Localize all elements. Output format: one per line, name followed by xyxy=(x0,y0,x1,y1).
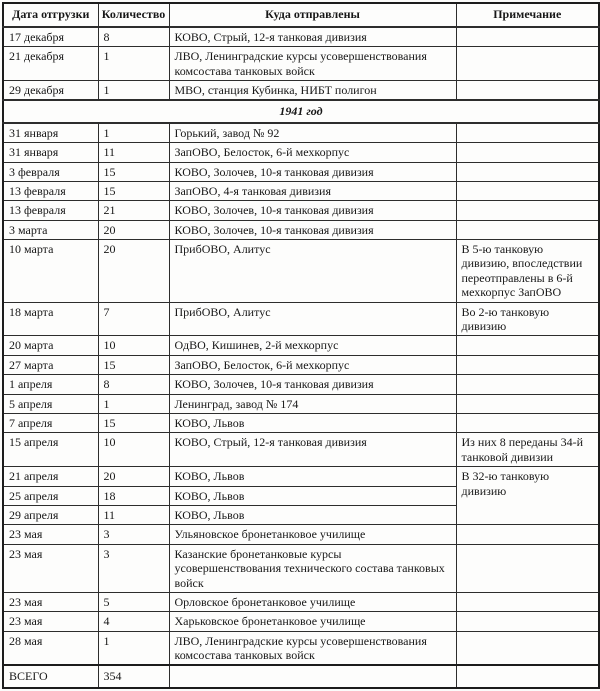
qty-cell: 11 xyxy=(98,505,169,524)
section-band-1941 xyxy=(3,100,599,122)
table-row xyxy=(3,240,599,303)
tank-shipments-table xyxy=(2,2,600,689)
note-cell xyxy=(456,592,599,611)
header-cell-note: Примечание xyxy=(456,3,599,27)
dest-cell: Харьковское бронетанковое училище xyxy=(169,612,456,631)
qty-cell: 15 xyxy=(98,162,169,181)
note-cell xyxy=(456,181,599,200)
qty-cell: 20 xyxy=(98,240,169,303)
qty-cell: 1 xyxy=(98,394,169,413)
total-row xyxy=(3,665,599,687)
table-row xyxy=(3,592,599,611)
dest-cell: КОВО, Стрый, 12-я танковая дивизия xyxy=(169,27,456,47)
date-cell: 23 мая xyxy=(3,525,98,544)
table-row xyxy=(3,355,599,374)
note-cell xyxy=(456,631,599,665)
date-cell: 21 апреля xyxy=(3,467,98,486)
total-dest-cell xyxy=(169,665,456,687)
table-row xyxy=(3,201,599,220)
total-note-cell xyxy=(456,665,599,687)
date-cell: 18 марта xyxy=(3,302,98,336)
date-cell: 29 декабря xyxy=(3,80,98,100)
dest-cell: МВО, станция Кубинка, НИБТ полигон xyxy=(169,80,456,100)
rows-1940 xyxy=(3,27,599,101)
qty-cell: 10 xyxy=(98,336,169,355)
note-cell xyxy=(456,375,599,394)
dest-cell: КОВО, Львов xyxy=(169,505,456,524)
table-header-row xyxy=(3,3,599,27)
qty-cell: 15 xyxy=(98,414,169,433)
section-row-1941 xyxy=(3,100,599,122)
dest-cell: Ленинград, завод № 174 xyxy=(169,394,456,413)
table-row xyxy=(3,612,599,631)
table-row xyxy=(3,375,599,394)
date-cell: 31 января xyxy=(3,123,98,143)
note-cell xyxy=(456,27,599,47)
qty-cell: 15 xyxy=(98,355,169,374)
dest-cell: ПрибОВО, Алитус xyxy=(169,302,456,336)
qty-cell: 10 xyxy=(98,433,169,467)
note-cell: В 32-ю танковую дивизию xyxy=(456,467,599,525)
qty-cell: 1 xyxy=(98,123,169,143)
dest-cell: КОВО, Золочев, 10-я танковая дивизия xyxy=(169,375,456,394)
qty-cell: 20 xyxy=(98,467,169,486)
section-label-1941: 1941 год xyxy=(3,100,599,122)
qty-cell: 3 xyxy=(98,544,169,592)
dest-cell: КОВО, Золочев, 10-я танковая дивизия xyxy=(169,162,456,181)
dest-cell: Казанские бронетанковые курсы усовершенствования технического состава танковых войск xyxy=(169,544,456,592)
dest-cell: КОВО, Львов xyxy=(169,414,456,433)
header-cell-shipping-date: Дата отгрузки xyxy=(3,3,98,27)
date-cell: 31 января xyxy=(3,143,98,162)
note-cell xyxy=(456,336,599,355)
table-row xyxy=(3,631,599,665)
date-cell: 23 мая xyxy=(3,612,98,631)
date-cell: 20 марта xyxy=(3,336,98,355)
qty-cell: 18 xyxy=(98,486,169,505)
qty-cell: 11 xyxy=(98,143,169,162)
dest-cell: Орловское бронетанковое училище xyxy=(169,592,456,611)
note-cell: Из них 8 переданы 34-й танковой дивизии xyxy=(456,433,599,467)
date-cell: 3 февраля xyxy=(3,162,98,181)
note-cell: Во 2-ю танковую дивизию xyxy=(456,302,599,336)
header-cell-destination: Куда отправлены xyxy=(169,3,456,27)
note-cell xyxy=(456,612,599,631)
total-qty-cell: 354 xyxy=(98,665,169,687)
table-row xyxy=(3,27,599,47)
table-row xyxy=(3,123,599,143)
date-cell: 21 декабря xyxy=(3,47,98,81)
table-footer xyxy=(3,665,599,687)
qty-cell: 20 xyxy=(98,220,169,239)
table-row xyxy=(3,525,599,544)
qty-cell: 5 xyxy=(98,592,169,611)
dest-cell: КОВО, Золочев, 10-я танковая дивизия xyxy=(169,201,456,220)
qty-cell: 15 xyxy=(98,181,169,200)
table-row xyxy=(3,47,599,81)
dest-cell: КОВО, Львов xyxy=(169,467,456,486)
date-cell: 23 мая xyxy=(3,592,98,611)
qty-cell: 8 xyxy=(98,375,169,394)
note-cell xyxy=(456,143,599,162)
note-cell xyxy=(456,123,599,143)
table-head xyxy=(3,3,599,27)
dest-cell: КОВО, Золочев, 10-я танковая дивизия xyxy=(169,220,456,239)
table-row xyxy=(3,220,599,239)
dest-cell: ЛВО, Ленинградские курсы усовершенствования комсостава танковых войск xyxy=(169,47,456,81)
table-row xyxy=(3,336,599,355)
dest-cell: ЗапОВО, Белосток, 6-й мехкорпус xyxy=(169,355,456,374)
date-cell: 3 марта xyxy=(3,220,98,239)
dest-cell: ПрибОВО, Алитус xyxy=(169,240,456,303)
qty-cell: 1 xyxy=(98,631,169,665)
date-cell: 7 апреля xyxy=(3,414,98,433)
table-row xyxy=(3,162,599,181)
note-cell: В 5-ю танковую дивизию, впоследствии переотправлены в 6-й мехкорпус ЗапОВО xyxy=(456,240,599,303)
rows-1941 xyxy=(3,123,599,666)
table-row xyxy=(3,467,599,486)
qty-cell: 7 xyxy=(98,302,169,336)
dest-cell: ЗапОВО, Белосток, 6-й мехкорпус xyxy=(169,143,456,162)
table-row xyxy=(3,80,599,100)
date-cell: 27 марта xyxy=(3,355,98,374)
note-cell xyxy=(456,525,599,544)
date-cell: 23 мая xyxy=(3,544,98,592)
date-cell: 13 февраля xyxy=(3,201,98,220)
note-cell xyxy=(456,414,599,433)
total-label-cell: ВСЕГО xyxy=(3,665,98,687)
date-cell: 25 апреля xyxy=(3,486,98,505)
date-cell: 5 апреля xyxy=(3,394,98,413)
dest-cell: ОдВО, Кишинев, 2-й мехкорпус xyxy=(169,336,456,355)
qty-cell: 1 xyxy=(98,80,169,100)
table-row xyxy=(3,433,599,467)
table-row xyxy=(3,394,599,413)
table-row xyxy=(3,181,599,200)
date-cell: 13 февраля xyxy=(3,181,98,200)
note-cell xyxy=(456,162,599,181)
qty-cell: 4 xyxy=(98,612,169,631)
dest-cell: КОВО, Львов xyxy=(169,486,456,505)
qty-cell: 3 xyxy=(98,525,169,544)
dest-cell: Горький, завод № 92 xyxy=(169,123,456,143)
note-cell xyxy=(456,355,599,374)
date-cell: 28 мая xyxy=(3,631,98,665)
date-cell: 10 марта xyxy=(3,240,98,303)
date-cell: 1 апреля xyxy=(3,375,98,394)
dest-cell: ЗапОВО, 4-я танковая дивизия xyxy=(169,181,456,200)
note-cell xyxy=(456,220,599,239)
table-row xyxy=(3,414,599,433)
note-cell xyxy=(456,201,599,220)
table-row xyxy=(3,544,599,592)
qty-cell: 21 xyxy=(98,201,169,220)
dest-cell: КОВО, Стрый, 12-я танковая дивизия xyxy=(169,433,456,467)
dest-cell: Ульяновское бронетанковое училище xyxy=(169,525,456,544)
date-cell: 29 апреля xyxy=(3,505,98,524)
note-cell xyxy=(456,394,599,413)
header-cell-quantity: Количество xyxy=(98,3,169,27)
date-cell: 15 апреля xyxy=(3,433,98,467)
note-cell xyxy=(456,544,599,592)
qty-cell: 1 xyxy=(98,47,169,81)
note-cell xyxy=(456,47,599,81)
date-cell: 17 декабря xyxy=(3,27,98,47)
table-row xyxy=(3,302,599,336)
dest-cell: ЛВО, Ленинградские курсы усовершенствования комсостава танковых войск xyxy=(169,631,456,665)
table-row xyxy=(3,143,599,162)
note-cell xyxy=(456,80,599,100)
qty-cell: 8 xyxy=(98,27,169,47)
